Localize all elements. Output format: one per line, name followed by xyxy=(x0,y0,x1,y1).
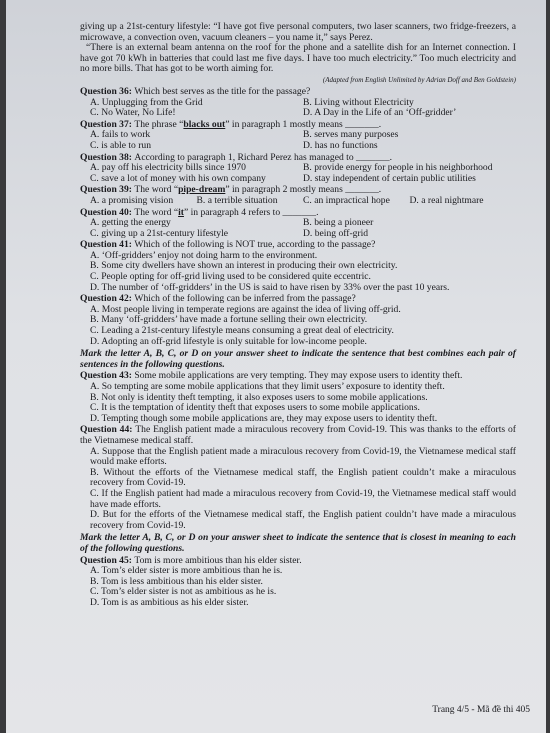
option-a: A. Unplugging from the Grid xyxy=(90,96,203,108)
option-d: D. being off-grid xyxy=(303,227,369,239)
option-b: B. Not only is identity theft tempting, it also exposes users to some mobile applications. xyxy=(90,391,428,403)
option-d: D. But for the efforts of the Vietnamese medical staff, the English patient couldn’t have made a miraculous recovery from Covid-19. xyxy=(90,509,516,531)
question-42: Question 42: Which of the following can be inferred from the passage? xyxy=(80,293,356,305)
option-b: B. Living without Electricity xyxy=(303,96,414,108)
option-b: B. Tom is less ambitious than his elder sister. xyxy=(90,575,263,587)
option-a: A. Suppose that the English patient made a miraculous recovery from Covid-19, the Vietnamese medical staff would make efforts. xyxy=(90,445,516,468)
question-38: Question 38: According to paragraph 1, Richard Perez has managed to _______. xyxy=(80,151,393,163)
passage-paragraph: “There is an external beam antenna on the roof for the phone and a satellite dish for an Internet connection. I have got 70 kWh in batteries that could last me five days. I have too much electricity.” Too much electricity and no more bills. That has got to be worth aiming for. xyxy=(80,42,516,75)
option-a: A. Tom’s elder sister is more ambitious than he is. xyxy=(90,565,283,577)
option-b: B. provide energy for people in his neighborhood xyxy=(303,162,493,174)
section-instruction: Mark the letter A, B, C, or D on your answer sheet to indicate the sentence that best combines each pair of sentences in the following questions. xyxy=(80,348,516,370)
option-a: A. a promising vision xyxy=(90,194,174,206)
option-b: B. Some city dwellers have shown an interest in producing their own electricity. xyxy=(90,260,398,272)
option-c: C. giving up a 21st-century lifestyle xyxy=(90,227,229,239)
option-d: D. Adopting an off-grid lifestyle is only suitable for low-income people. xyxy=(90,335,367,347)
question-44: Question 44: The English patient made a miraculous recovery from Covid-19. This was thanks to the efforts of the Vietnamese medical staff. xyxy=(80,424,516,446)
question-45: Question 45: Tom is more ambitious than his elder sister. xyxy=(80,554,302,566)
option-b: B. being a pioneer xyxy=(303,217,374,229)
option-d: D. has no functions xyxy=(303,139,378,151)
question-40: Question 40: The word “it” in paragraph 4 refers to _______. xyxy=(80,206,319,218)
option-c: C. It is the temptation of identity theft that exposes users to some mobile applications. xyxy=(90,402,420,414)
option-d: D. stay independent of certain public utilities xyxy=(303,172,476,184)
option-a: A. So tempting are some mobile applications that they limit users’ exposure to identity theft. xyxy=(90,381,445,392)
option-a: A. Most people living in temperate regions are against the idea of living off-grid. xyxy=(90,303,401,315)
page-content xyxy=(80,22,516,608)
option-d: D. Tempting though some mobile applications are, they may expose users to identity theft. xyxy=(90,412,438,424)
option-a: A. getting the energy xyxy=(90,217,171,229)
question-39: Question 39: The word “pipe-dream” in paragraph 2 mostly means _______. xyxy=(80,184,382,196)
option-d: D. The number of ‘off-gridders’ in the US is said to have risen by 33% over the past 10 years. xyxy=(90,281,450,293)
underlined-term: blacks out xyxy=(183,118,226,130)
option-b: B. serves many purposes xyxy=(303,129,399,141)
option-a: A. pay off his electricity bills since 1970 xyxy=(90,162,246,174)
option-b: B. a terrible situation xyxy=(196,194,278,206)
question-41: Question 41: Which of the following is NOT true, according to the passage? xyxy=(80,239,376,251)
question-37: Question 37: The phrase “blacks out” in paragraph 1 mostly means _______. xyxy=(80,118,382,130)
option-c: C. People opting for off-grid living used to be considered quite eccentric. xyxy=(90,271,371,283)
option-a: A. ‘Off-gridders’ enjoy not doing harm to the environment. xyxy=(90,249,318,261)
option-b: B. Many ‘off-gridders’ have made a fortune selling their own electricity. xyxy=(90,314,368,326)
underlined-term: pipe-dream xyxy=(178,184,226,196)
option-c: C. Tom’s elder sister is not as ambitious as he is. xyxy=(90,586,277,598)
option-c: C. No Water, No Life! xyxy=(90,107,176,119)
option-c: C. an impractical hope xyxy=(303,194,390,206)
option-b: B. Without the efforts of the Vietnamese medical staff, the English patient couldn’t make a miraculous recovery from Covid-19. xyxy=(90,466,516,489)
option-a: A. fails to work xyxy=(90,129,151,141)
passage-paragraph: giving up a 21st-century lifestyle: “I have got five personal computers, two laser scanners, two fridge-freezers, a microwave, a convection oven, vacuum cleaners – you name it,” says Perez. xyxy=(80,21,516,43)
question-36: Question 36: Which best serves as the title for the passage? xyxy=(80,85,311,97)
option-c: C. save a lot of money with his own company xyxy=(90,172,266,184)
exam-page xyxy=(6,0,546,733)
section-instruction: Mark the letter A, B, C, or D on your answer sheet to indicate the sentence that is closest in meaning to each of the following questions. xyxy=(80,532,516,554)
question-43: Question 43: Some mobile applications are very tempting. They may expose users to identity theft. xyxy=(80,370,463,382)
option-c: C. Leading a 21st-century lifestyle means consuming a great deal of electricity. xyxy=(90,325,394,337)
option-c: C. If the English patient had made a miraculous recovery from Covid-19, the Vietnamese medical staff would have made efforts. xyxy=(90,487,516,510)
underlined-term: it xyxy=(178,206,184,218)
option-d: D. A Day in the Life of an ‘Off-gridder’ xyxy=(303,107,457,119)
passage-source: (Adapted from English Unlimited by Adrian Doff and Ben Goldstein) xyxy=(322,75,516,84)
page-footer: Trang 4/5 - Mã đề thi 405 xyxy=(432,705,530,715)
option-d: D. a real nightmare xyxy=(409,194,484,206)
option-d: D. Tom is as ambitious as his elder sister. xyxy=(90,596,249,608)
option-c: C. is able to run xyxy=(90,139,152,151)
